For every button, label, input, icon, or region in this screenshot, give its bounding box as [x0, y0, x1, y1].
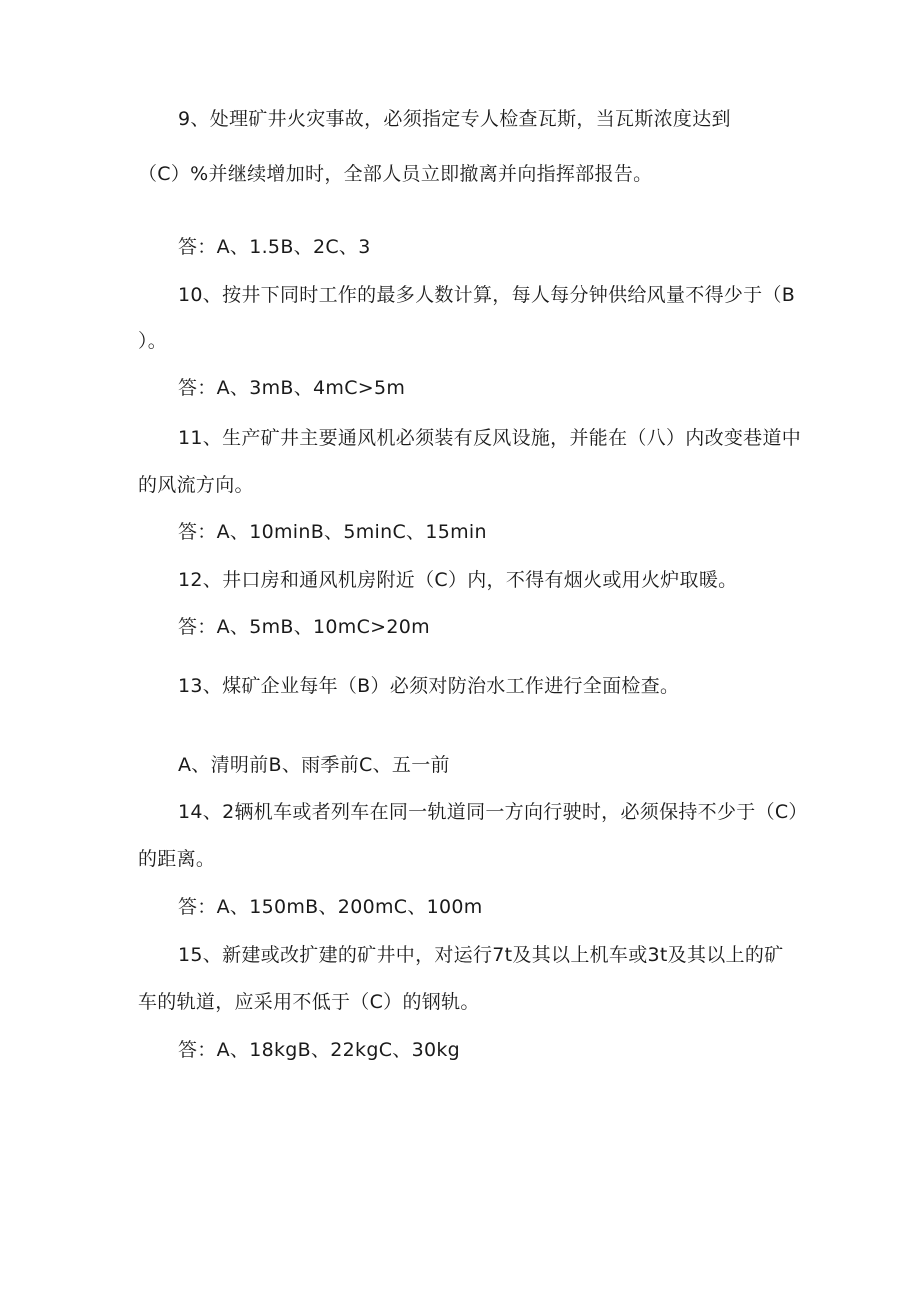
answer-9: 答：A、1.5B、2C、3 [178, 236, 371, 258]
question-11-line-1: 11、生产矿井主要通风机必须装有反风设施，并能在（八）内改变巷道中 [178, 427, 802, 449]
question-10-line-1: 10、按井下同时工作的最多人数计算，每人每分钟供给风量不得少于（B [178, 284, 796, 306]
question-14-line-2: 的距离。 [138, 848, 216, 870]
answer-15: 答：A、18kgB、22kgC、30kg [178, 1039, 461, 1061]
answer-11: 答：A、10minB、5minC、15min [178, 521, 487, 543]
question-9-line-1: 9、处理矿井火灾事故，必须指定专人检查瓦斯，当瓦斯浓度达到 [178, 108, 731, 130]
question-12-line-1: 12、井口房和通风机房附近（C）内，不得有烟火或用火炉取暖。 [178, 569, 738, 591]
question-13-line-1: 13、煤矿企业每年（B）必须对防治水工作进行全面检查。 [178, 675, 680, 697]
question-10-line-2: ）。 [138, 330, 168, 352]
answer-14: 答：A、150mB、200mC、100m [178, 896, 483, 918]
question-11-line-2: 的风流方向。 [138, 474, 254, 496]
answer-13: A、清明前B、雨季前C、五一前 [178, 754, 450, 776]
question-15-line-2: 车的轨道，应采用不低于（C）的钢轨。 [138, 991, 480, 1013]
question-9-line-2: （C）%并继续增加时，全部人员立即撤离并向指挥部报告。 [138, 163, 653, 185]
answer-12: 答：A、5mB、10mC>20m [178, 616, 430, 638]
question-14-line-1: 14、2辆机车或者列车在同一轨道同一方向行驶时，必须保持不少于（C） [178, 801, 808, 823]
question-15-line-1: 15、新建或改扩建的矿井中，对运行7t及其以上机车或3t及其以上的矿 [178, 944, 784, 966]
answer-10: 答：A、3mB、4mC>5m [178, 377, 406, 399]
